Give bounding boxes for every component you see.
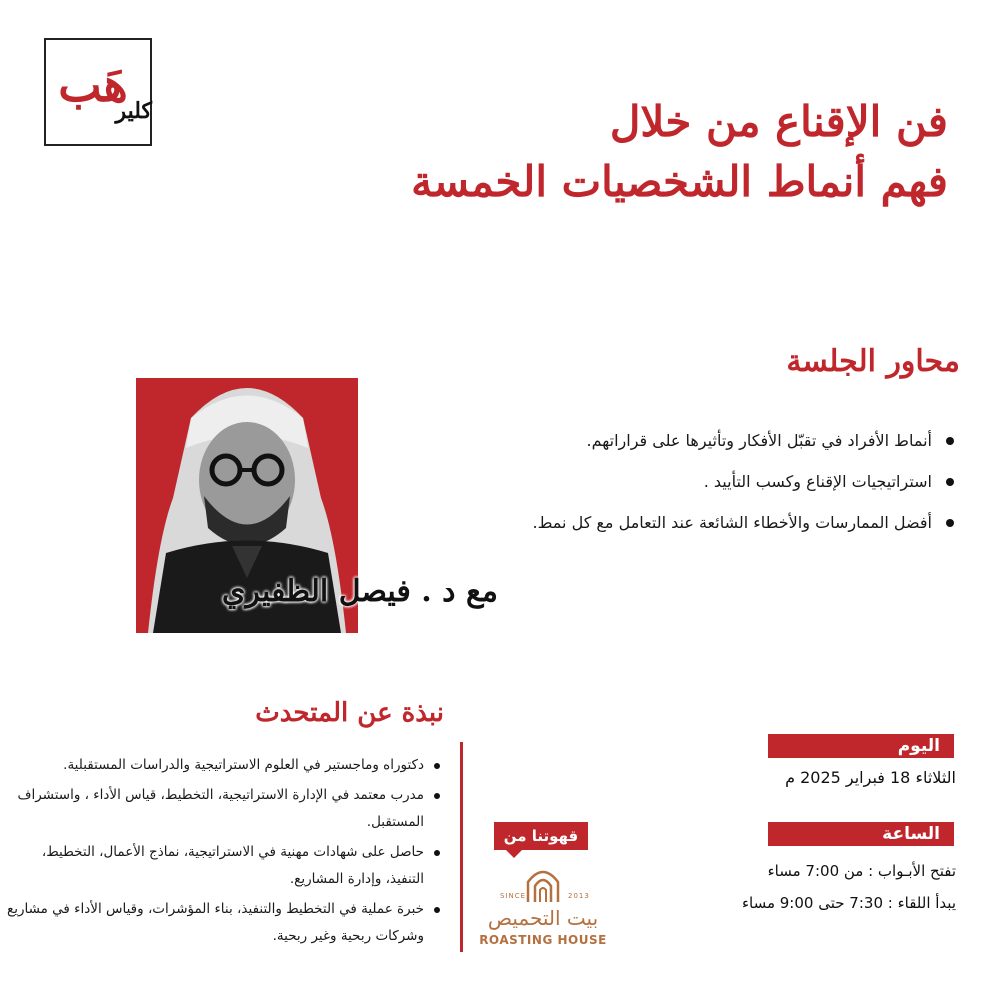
start-time: يبدأ اللقاء : 7:30 حتى 9:00 مساء (741, 894, 956, 912)
headline-line-2: فهم أنماط الشخصيات الخمسة (411, 157, 948, 206)
topic-item: أنماط الأفراد في تقبّل الأفكار وتأثيرها على قراراتهم. (438, 420, 958, 461)
topic-item: أفضل الممارسات والأخطاء الشائعة عند التعامل مع كل نمط. (438, 502, 958, 543)
event-headline (328, 92, 948, 212)
bio-item: حاصل على شهادات مهنية في الاستراتيجية، نماذج الأعمال، التخطيط، التنفيذ، وإدارة المشاريع. (2, 839, 442, 893)
bio-list (2, 752, 442, 953)
day-value: الثلاثاء 18 فبراير 2025 م (785, 768, 956, 787)
bio-item: مدرب معتمد في الإدارة الاستراتيجية، التخطيط، قياس الأداء ، واستشراف المستقبل. (2, 782, 442, 836)
bio-title: نبذة عن المتحدث (255, 698, 444, 728)
coffee-name-en: ROASTING HOUSE (479, 933, 607, 947)
bio-item: دكتوراه وماجستير في العلوم الاستراتيجية والدراسات المستقبلية. (2, 752, 442, 779)
roasting-house-logo-icon (524, 864, 562, 904)
doors-open-time: تفتح الأبـواب : من 7:00 مساء (767, 862, 956, 880)
day-label: اليوم (768, 734, 954, 758)
speaker-name: مع د . فيصل الظفيري (221, 574, 498, 609)
logo-main-text: هَب (58, 58, 128, 112)
bio-divider (460, 742, 463, 952)
topics-title: محاور الجلسة (786, 344, 960, 379)
coffee-year: 2013 (568, 892, 590, 900)
logo-sub-text: كلير (115, 98, 152, 124)
bio-item: خبرة عملية في التخطيط والتنفيذ، بناء المؤشرات، وقياس الأداء في مشاريع وشركات ربحية وغير ربحية. (2, 896, 442, 950)
coffee-tag: قهوتنا من (494, 822, 588, 850)
time-label: الساعة (768, 822, 954, 846)
coffee-name-ar: بيت التحميص (487, 906, 599, 930)
headline-line-1: فن الإقناع من خلال (609, 97, 948, 146)
topic-item: استراتيجيات الإقناع وكسب التأييد . (438, 461, 958, 502)
coffee-since: SINCE (500, 892, 527, 900)
topics-list (438, 420, 958, 543)
